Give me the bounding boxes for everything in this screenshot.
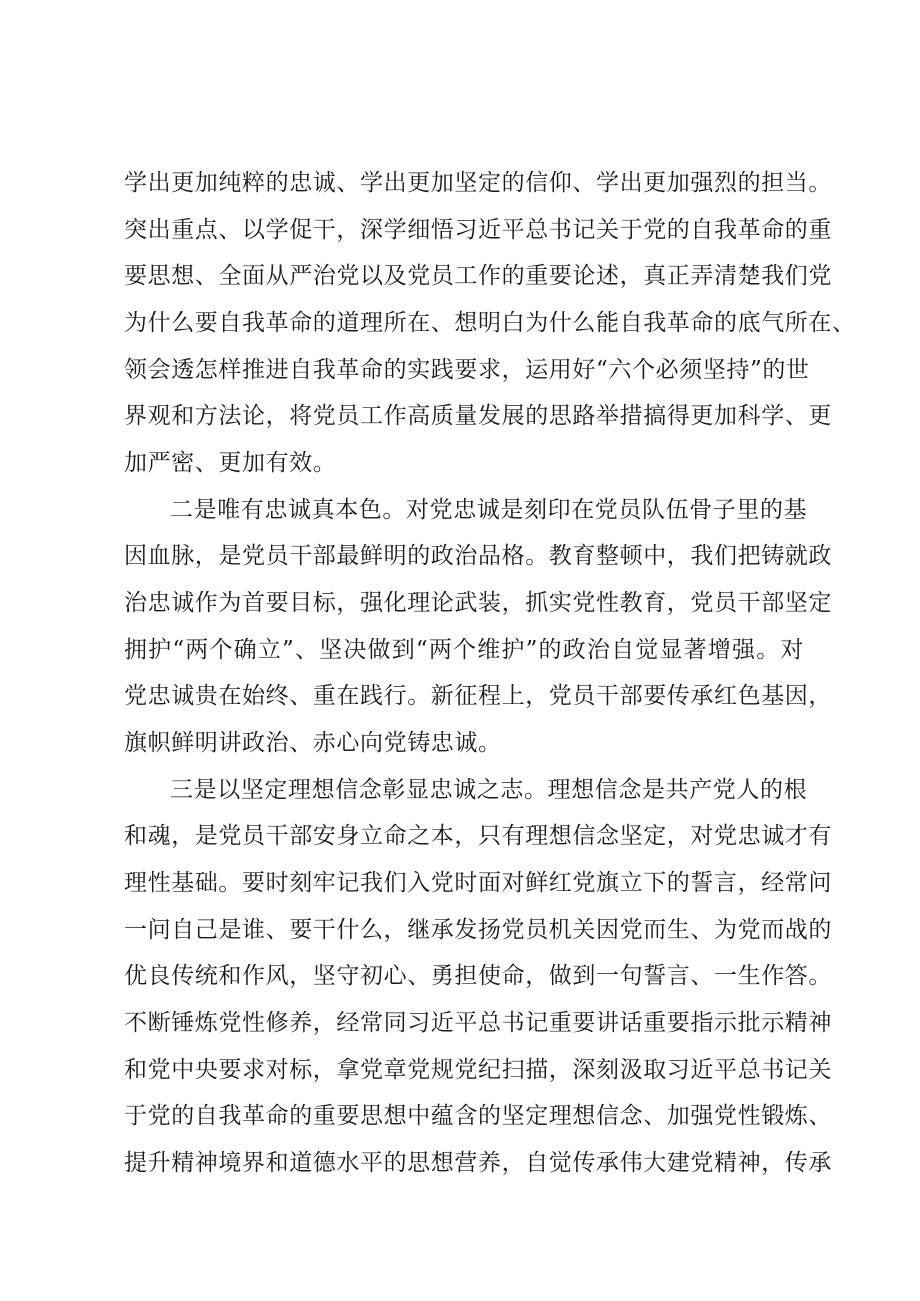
text-line: 突出重点、以学促干，深学细悟习近平总书记关于党的自我革命的重 (124, 217, 832, 243)
text-line: 治忠诚作为首要目标，强化理论武装，抓实党性教育，党员干部坚定 (124, 590, 832, 616)
text-line: 要思想、全面从严治党以及党员工作的重要论述，真正弄清楚我们党 (124, 263, 832, 289)
text-line: 为什么要自我革命的道理所在、想明白为什么能自我革命的底气所在、 (124, 310, 856, 336)
text-line: 不断锤炼党性修养，经常同习近平总书记重要讲话重要指示批示精神 (124, 1010, 832, 1036)
text-line: 加严密、更加有效。 (124, 450, 337, 476)
text-line: 三是以坚定理想信念彰显忠诚之志。理想信念是共产党人的根 (170, 777, 808, 803)
text-line: 拥护“两个确立”、坚决做到“两个维护”的政治自觉显著增强。对 (124, 637, 804, 663)
text-line: 二是唯有忠诚真本色。对党忠诚是刻印在党员队伍骨子里的基 (170, 497, 808, 523)
text-line: 和党中央要求对标，拿党章党规党纪扫描，深刻汲取习近平总书记关 (124, 1057, 832, 1083)
text-line: 旗帜鲜明讲政治、赤心向党铸忠诚。 (124, 730, 502, 756)
text-line: 理性基础。要时刻牢记我们入党时面对鲜红党旗立下的誓言，经常问 (124, 870, 832, 896)
text-line: 和魂，是党员干部安身立命之本，只有理想信念坚定，对党忠诚才有 (124, 823, 832, 849)
text-line: 优良传统和作风，坚守初心、勇担使命，做到一句誓言、一生作答。 (124, 963, 832, 989)
text-line: 一问自己是谁、要干什么，继承发扬党员机关因党而生、为党而战的 (124, 917, 832, 943)
text-line: 于党的自我革命的重要思想中蕴含的坚定理想信念、加强党性锻炼、 (124, 1103, 832, 1129)
text-line: 领会透怎样推进自我革命的实践要求，运用好“六个必须坚持”的世 (124, 357, 810, 383)
text-line: 因血脉，是党员干部最鲜明的政治品格。教育整顿中，我们把铸就政 (124, 543, 832, 569)
text-line: 党忠诚贵在始终、重在践行。新征程上，党员干部要传承红色基因， (124, 683, 832, 709)
text-line: 学出更加纯粹的忠诚、学出更加坚定的信仰、学出更加强烈的担当。 (124, 170, 832, 196)
text-line: 界观和方法论，将党员工作高质量发展的思路举措搞得更加科学、更 (124, 403, 832, 429)
text-line: 提升精神境界和道德水平的思想营养，自觉传承伟大建党精神，传承 (124, 1150, 832, 1176)
